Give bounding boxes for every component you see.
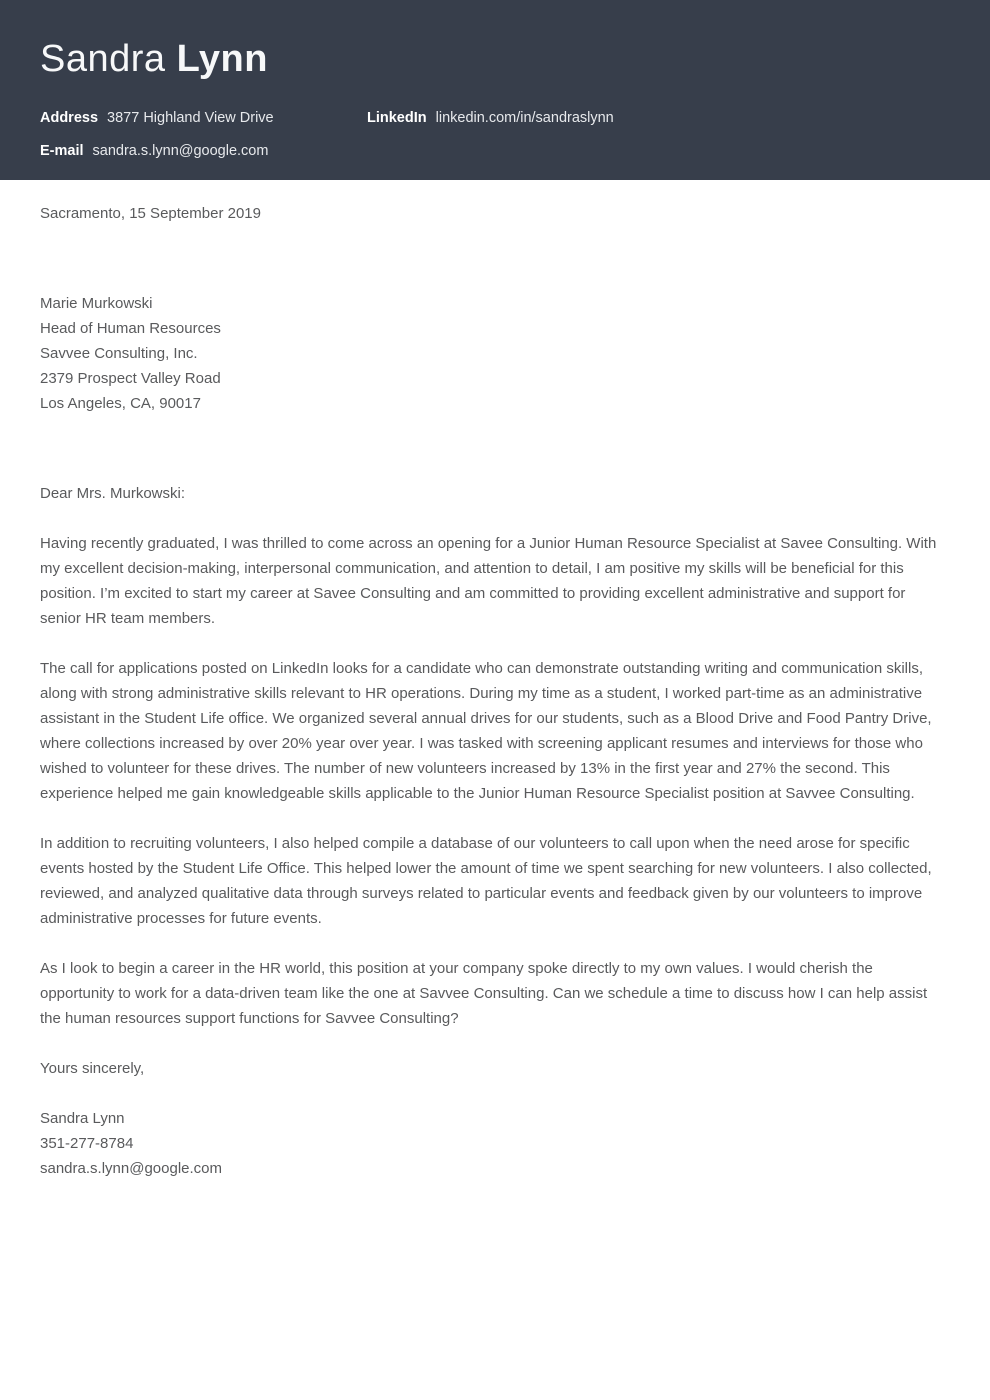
- paragraph-intro: Having recently graduated, I was thrilled to come across an opening for a Junior Human Resource Specialist at Savee Consulting. With my excellent decision-making, interpersonal communication, and attention to detail, I am positive my skills will be beneficial for this position. I’m excited to start my career at Savee Consulting and am committed to providing excellent administrative and support for senior HR team members.: [40, 535, 937, 627]
- closing-line: Yours sincerely,: [40, 1060, 145, 1077]
- paragraph-achievements: In addition to recruiting volunteers, I also helped compile a database of our volunteers to call upon when the need arose for specific events hosted by the Student Life Office. This helped lower the amount of time we spent searching for new volunteers. I also collected, reviewed, and analyzed qualitative data through surveys related to particular events and feedback given by our volunteers to improve administrative processes for future events.: [40, 835, 932, 927]
- contact-linkedin-label: LinkedIn: [367, 110, 427, 126]
- recipient-company: Savvee Consulting, Inc.: [40, 345, 198, 362]
- letter-body: [0, 201, 990, 1181]
- contact-address: [40, 110, 367, 127]
- contact-email-value: sandra.s.lynn@google.com: [92, 143, 269, 159]
- signature-block: [40, 1106, 950, 1181]
- letter-header: [0, 0, 990, 180]
- date-line: Sacramento, 15 September 2019: [40, 205, 261, 222]
- recipient-city: Los Angeles, CA, 90017: [40, 395, 201, 412]
- signature-phone: 351-277-8784: [40, 1135, 134, 1152]
- recipient-title: Head of Human Resources: [40, 320, 221, 337]
- signature-email: sandra.s.lynn@google.com: [40, 1160, 222, 1177]
- contact-address-value: 3877 Highland View Drive: [107, 110, 274, 126]
- paragraph-call-to-action: As I look to begin a career in the HR world, this position at your company spoke directly to my own values. I would cherish the opportunity to work for a data-driven team like the one at Savvee Consulting. Can we schedule a time to discuss how I can help assist the human resources support functions for Savvee Consulting?: [40, 960, 928, 1027]
- contact-email: [40, 143, 367, 160]
- contact-linkedin-value: linkedin.com/in/sandraslynn: [435, 110, 614, 126]
- contact-linkedin: [367, 110, 950, 127]
- applicant-first-name: Sandra: [40, 38, 166, 80]
- paragraph-experience: The call for applications posted on LinkedIn looks for a candidate who can demonstrate outstanding writing and communication skills, along with strong administrative skills relevant to HR operations. During my time as a student, I worked part-time as an administrative assistant in the Student Life office. We organized several annual drives for our students, such as a Blood Drive and Food Pantry Drive, where collections increased by over 20% year over year. I was tasked with screening applicant resumes and interviews for those who wished to volunteer for these drives. The number of new volunteers increased by 13% in the first year and 27% the second. This experience helped me gain knowledgeable skills applicable to the Junior Human Resource Specialist position at Savvee Consulting.: [40, 660, 932, 802]
- applicant-last-name: Lynn: [176, 38, 268, 80]
- signature-name: Sandra Lynn: [40, 1110, 125, 1127]
- contact-email-label: E-mail: [40, 143, 84, 159]
- recipient-street: 2379 Prospect Valley Road: [40, 370, 221, 387]
- applicant-name: [40, 36, 950, 82]
- recipient-block: [40, 291, 950, 416]
- contact-address-label: Address: [40, 110, 99, 126]
- salutation: Dear Mrs. Murkowski:: [40, 485, 186, 502]
- contact-info: [40, 110, 950, 160]
- recipient-name: Marie Murkowski: [40, 295, 153, 312]
